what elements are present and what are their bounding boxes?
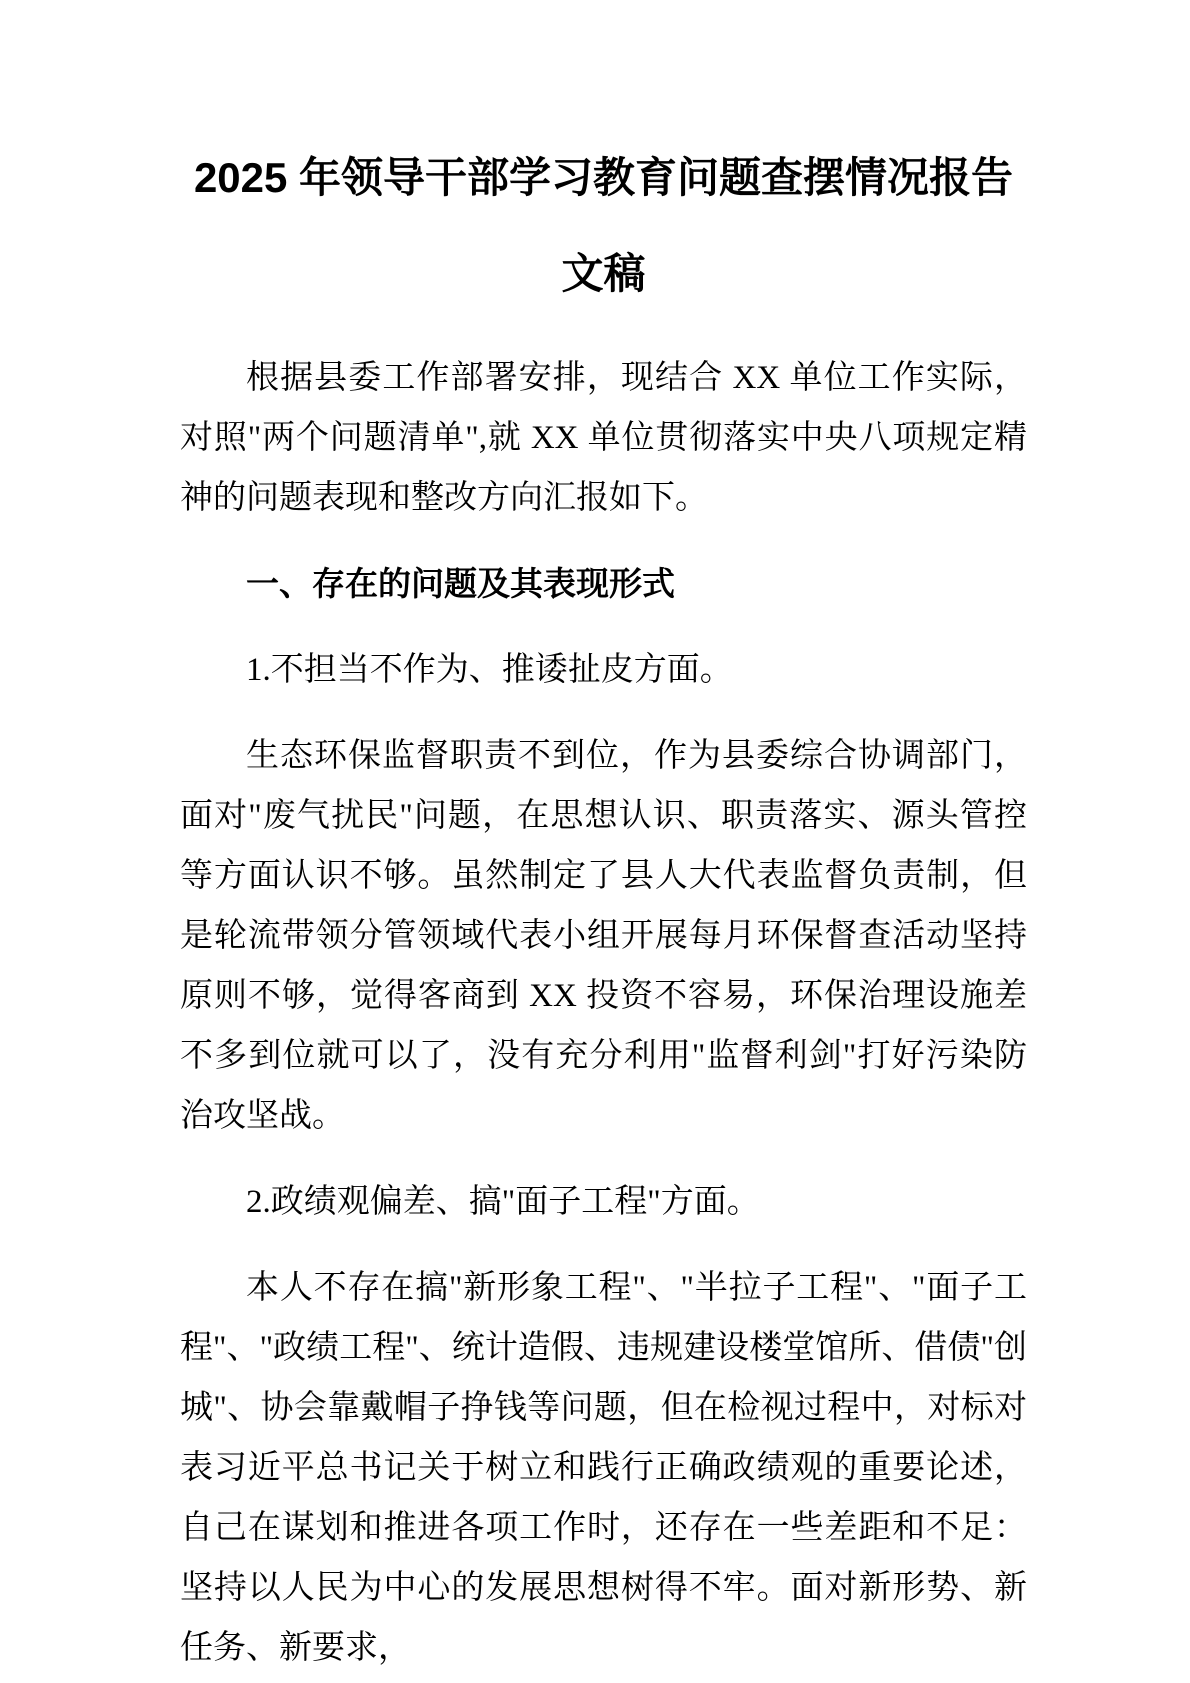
section-1-item-1-title: 1.不担当不作为、推诿扯皮方面。 (246, 652, 733, 688)
section-1-item-1-body: 生态环保监督职责不到位，作为县委综合协调部门，面对"废气扰民"问题，在思想认识、职责落实、源头管控等方面认识不够。虽然制定了县人大代表监督负责制，但是轮流带领分管领域代表小组开展每月环保督查活动坚持原则不够，觉得客商到 XX 投资不容易，环保治理设施差不多到位就可以了，没有充分利用"监督利剑"打好污染防治攻坚战。 (180, 738, 1027, 1134)
document-title-line-1: 2025 年领导干部学习教育问题查摆情况报告 (193, 154, 1014, 201)
document-title (180, 130, 1027, 322)
section-1-item-2-body: 本人不存在搞"新形象工程"、"半拉子工程"、"面子工程"、"政绩工程"、统计造假、违规建设楼堂馆所、借债"创城"、协会靠戴帽子挣钱等问题，但在检视过程中，对标对表习近平总书记关于树立和践行正确政绩观的重要论述，自己在谋划和推进各项工作时，还存在一些差距和不足：坚持以人民为中心的发展思想树得不牢。面对新形势、新任务、新要求， (180, 1270, 1027, 1666)
intro-paragraph: 根据县委工作部署安排，现结合 XX 单位工作实际，对照"两个问题清单",就 XX 单位贯彻落实中央八项规定精神的问题表现和整改方向汇报如下。 (180, 360, 1027, 516)
section-1-heading: 一、存在的问题及其表现形式 (246, 565, 675, 602)
section-1-item-2-title: 2.政绩观偏差、搞"面子工程"方面。 (246, 1184, 760, 1220)
document-title-line-2: 文稿 (561, 250, 646, 297)
